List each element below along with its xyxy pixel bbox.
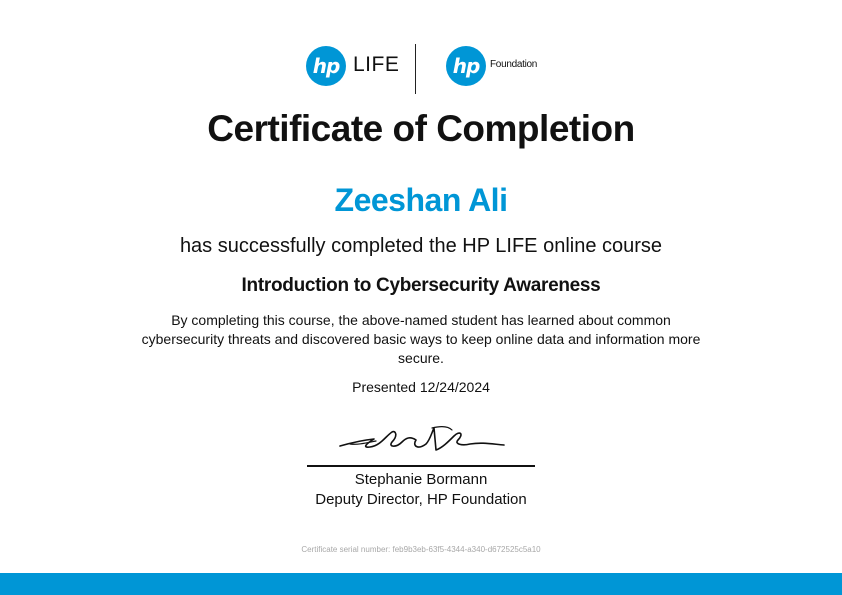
signer-title: Deputy Director, HP Foundation (315, 491, 527, 508)
course-name: Introduction to Cybersecurity Awareness (241, 275, 601, 296)
signature-line (307, 465, 535, 467)
presented-date: Presented 12/24/2024 (352, 379, 490, 395)
signer-name: Stephanie Bormann (354, 471, 488, 488)
hp-foundation-logo-icon: hp (446, 46, 486, 86)
recipient-name: Zeeshan Ali (334, 182, 508, 218)
course-description: By completing this course, the above-named student has learned about common cybersecurity threats and discovered basic ways to keep online data and information more secure. (141, 312, 701, 366)
completion-statement: has successfully completed the HP LIFE online course (179, 235, 663, 257)
footer-bar (0, 573, 842, 595)
foundation-logo-text: Foundation (490, 59, 538, 70)
certificate-serial-number: Certificate serial number: feb9b3eb-63f5-4344-a340-d672525c5a10 (301, 545, 541, 554)
certificate-title: Certificate of Completion (207, 108, 635, 149)
life-logo-text: LIFE (353, 53, 400, 76)
logo-divider (415, 44, 416, 94)
signature-image (336, 422, 508, 456)
hp-logo-icon: hp (306, 46, 346, 86)
logo-header (0, 44, 842, 94)
